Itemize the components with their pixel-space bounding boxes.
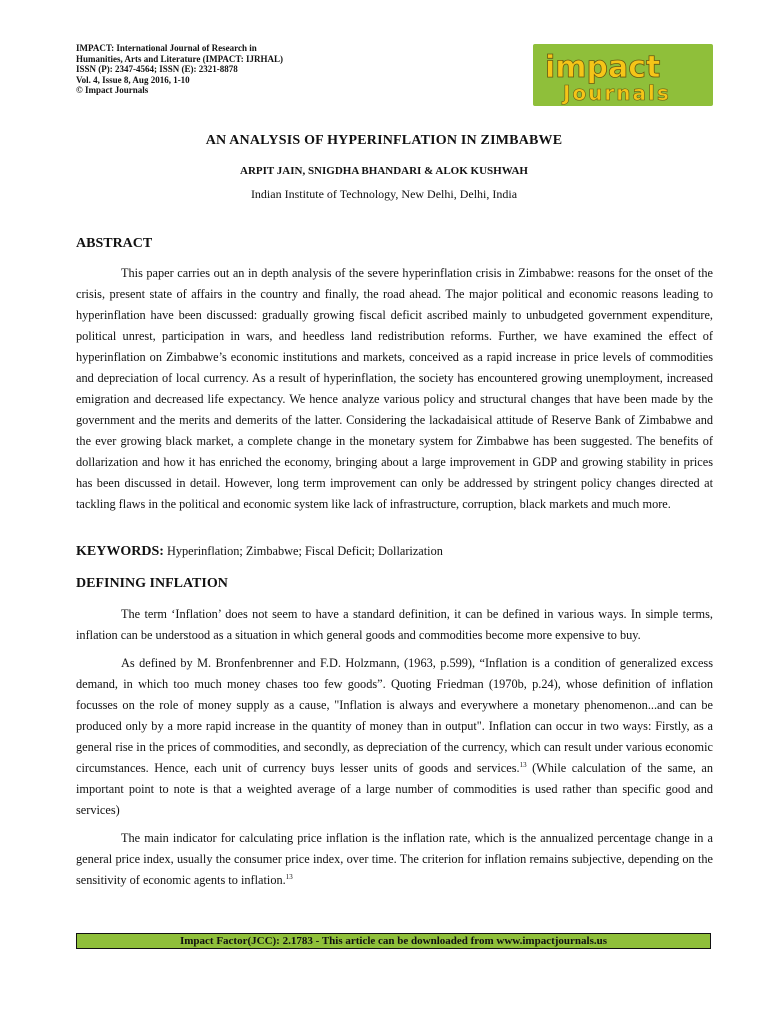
paper-affiliation: Indian Institute of Technology, New Delhi, Delhi, India	[250, 187, 518, 201]
abstract-heading: ABSTRACT	[76, 236, 153, 251]
keywords-text: Hyperinflation; Zimbabwe; Fiscal Deficit; Dollarization	[163, 544, 443, 558]
keywords-label: KEYWORDS:	[76, 544, 164, 559]
keywords	[76, 544, 443, 560]
paper-title: AN ANALYSIS OF HYPERINFLATION IN ZIMBABWE	[205, 133, 563, 148]
section1-paragraph-2-text-a: As defined by M. Bronfenbrenner and F.D. Holzmann, (1963, p.599), “Inflation is a condition of generalized excess demand, in which too much money chases too few goods”. Quoting Friedman (1970b, p.24), whose definition of inflation focusses on the role of money supply as a cause, "Inflation is always and everywhere a monetary phenomenon...and can be produced only by a more rapid increase in the quantity of money than in output". Inflation can occur in two ways: Firstly, as a general rise in the prices of commodities, and secondly, as depreciation of the currency, which can result under various economic circumstances. Hence, each unit of currency buys lesser units of goods and services.	[76, 656, 713, 775]
section1-paragraph-2	[76, 653, 713, 821]
journal-name-line2: Humanities, Arts and Literature (IMPACT: IJRHAL)	[76, 53, 283, 64]
impact-journals-logo	[533, 44, 713, 106]
impact-factor-footer: Impact Factor(JCC): 2.1783 - This article can be downloaded from www.impactjournals.us	[76, 933, 711, 949]
logo-word-journals: Journals	[563, 81, 671, 105]
journal-header	[76, 43, 283, 96]
journal-volume: Vol. 4, Issue 8, Aug 2016, 1-10	[76, 74, 190, 85]
section1-paragraph-1: The term ‘Inflation’ does not seem to have a standard definition, it can be defined in various ways. In simple terms, inflation can be understood as a situation in which general goods and commodities become more expensive to buy.	[76, 607, 713, 642]
paper-authors: ARPIT JAIN, SNIGDHA BHANDARI & ALOK KUSHWAH	[240, 165, 528, 177]
abstract-text: This paper carries out an in depth analysis of the severe hyperinflation crisis in Zimbabwe: reasons for the onset of the crisis, present state of affairs in the country and finally, the road ahead. The major political and economic reasons leading to hyperinflation have been discussed: gradually growing fiscal deficit ascribed mainly to unbudgeted government expenditure, political unrest, participation in wars, and heedless land redistribution reforms. Further, we have examined the effect of hyperinflation on Zimbabwe’s economic institutions and markets, conceived as a rapid increase in price levels of commodities and depreciation of local currency. As a result of hyperinflation, the society has encountered growing unemployment, increased emigration and decreased life expectancy. We hence analyze various policy and structural changes that have been made by the government and the merits and demerits of the latter. Considering the lackadaisical attitude of Reserve Bank of Zimbabwe and the ever growing black market, a complete change in the monetary system for Zimbabwe has been suggested. The benefits of dollarization and how it has enriched the economy, bringing about a large improvement in GDP and growing stability in prices has been discussed in detail. However, long term improvement can only be addressed by stringent policy changes directed at tackling flaws in the political and economic system like lack of infrastructure, corruption, black markets and much more.	[76, 266, 713, 511]
section1-paragraph-3	[76, 828, 713, 891]
journal-issn: ISSN (P): 2347-4564; ISSN (E): 2321-8878	[76, 64, 238, 74]
citation-ref: 13	[285, 873, 293, 881]
section1-paragraph-3-text: The main indicator for calculating price inflation is the inflation rate, which is the annualized percentage change in a general price index, usually the consumer price index, over time. The criterion for inflation remains subjective, depending on the sensitivity of economic agents to inflation.	[76, 831, 713, 887]
journal-name-line1: IMPACT: International Journal of Research in	[76, 43, 257, 53]
section1-paragraph-2-text-b: (While calculation of the same, an important point to note is that a weighted average of a large number of commodities is used rather than specific good and services)	[76, 761, 713, 817]
section-heading-defining-inflation: DEFINING INFLATION	[76, 576, 228, 591]
logo-word-impact: impact	[545, 50, 661, 85]
citation-ref: 13	[519, 761, 527, 769]
journal-copyright: © Impact Journals	[76, 85, 149, 95]
